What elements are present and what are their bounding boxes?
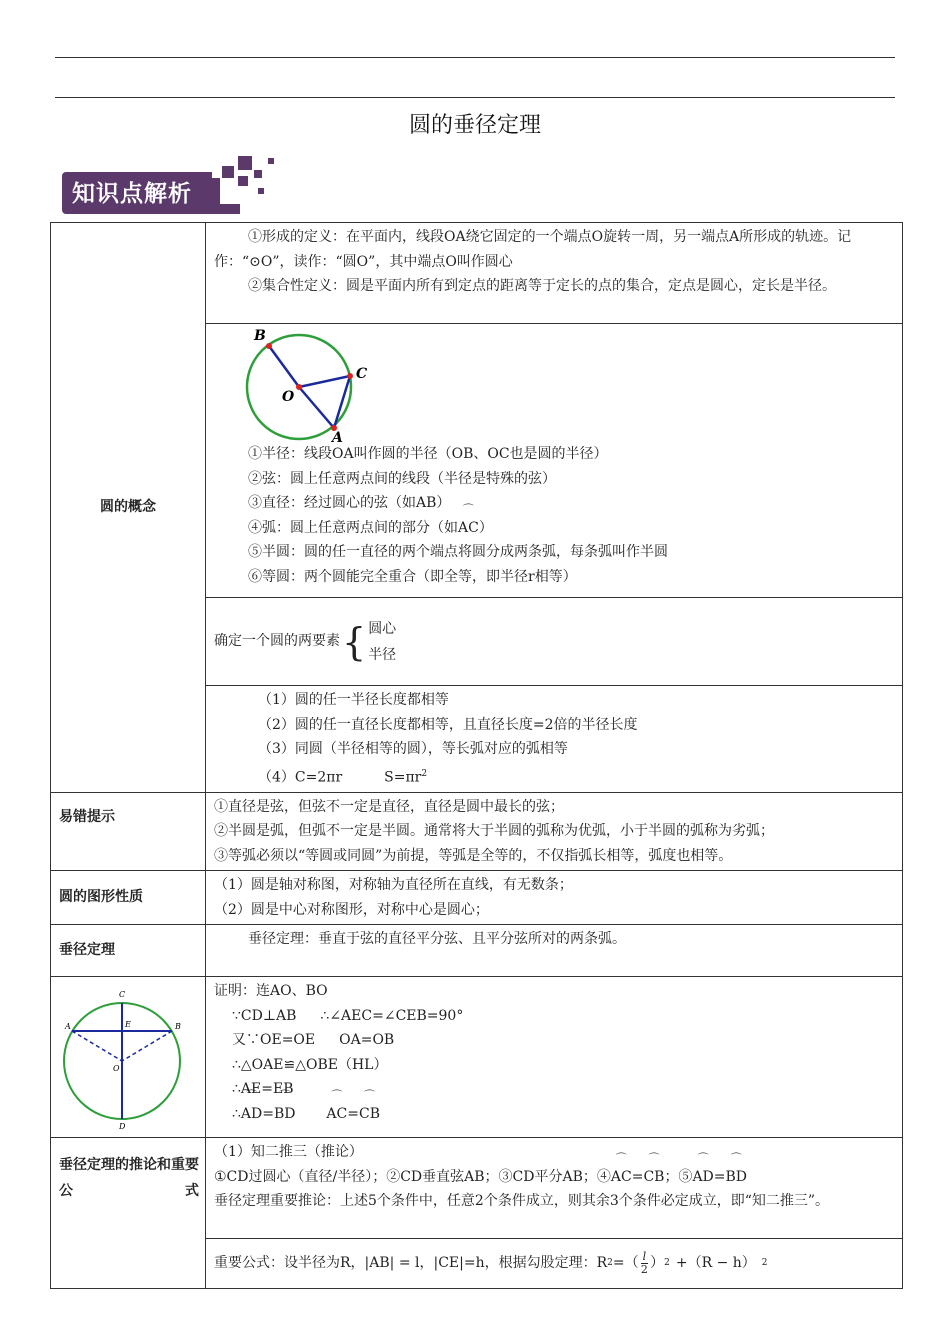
proof-row xyxy=(51,977,903,1138)
shape-row xyxy=(51,871,903,925)
radius-oa xyxy=(299,387,334,428)
segment-bo xyxy=(122,1031,172,1061)
segment-ao xyxy=(72,1031,122,1061)
banner-text: 知识点解析 xyxy=(72,181,192,207)
mistake-1: ①直径是弦，但弦不一定是直径，直径是圆中最长的弦； xyxy=(214,798,564,815)
top-rule-2 xyxy=(55,97,895,98)
formula-pre: 重要公式：设半径为R，|AB| = l，|CE|=h，根据勾股定理：R xyxy=(214,1255,608,1272)
formula-close: ） xyxy=(650,1255,665,1272)
shape-center: （2）圆是中心对称图形，对称中心是圆心； xyxy=(214,901,489,918)
formula-open: =（ xyxy=(612,1255,639,1272)
circle-figure xyxy=(244,326,394,442)
prop-2: （2）圆的任一直径长度都相等，且直径长度=2倍的半径长度 xyxy=(258,716,638,733)
banner-decor-icon xyxy=(258,188,264,194)
arc-cb: ⌒ CB xyxy=(643,1165,664,1190)
arc-ac: ⌒ AC xyxy=(611,1165,632,1190)
element-radius: 半径 xyxy=(368,646,397,663)
banner-decor-icon xyxy=(220,204,240,214)
term-arc-symbol: ⌒ AC xyxy=(458,516,479,541)
proof-line-5: ∴AE=EB xyxy=(232,1081,294,1098)
term-chord: ②弦：圆上任意两点间的线段（半径是特殊的弦） xyxy=(248,470,556,487)
top-rule-1 xyxy=(55,57,895,58)
proof-line-4: ∴△OAE≌△OBE（HL） xyxy=(232,1056,388,1073)
label-o: O xyxy=(113,1064,120,1074)
proof-line-3 xyxy=(214,1028,894,1053)
proof-line-3b: OA=OB xyxy=(339,1032,395,1049)
theorem-row xyxy=(51,925,903,977)
elements-list xyxy=(368,616,396,668)
corollary-row xyxy=(51,1138,903,1239)
term-diameter: ③直径：经过圆心的弦（如AB） xyxy=(248,495,451,511)
label-b: B xyxy=(175,1022,181,1032)
fraction-num: l xyxy=(642,1250,647,1264)
concept-head: 圆的概念 xyxy=(51,223,206,793)
mistake-2: ②半圆是弧，但弧不一定是半圆。通常将大于半圆的弧称为优弧，小于半圆的弧称为劣弧； xyxy=(214,823,774,840)
corollary-conditions: ①CD过圆心（直径/半径）；②CD垂直弦AB；③CD平分AB；④ xyxy=(214,1168,611,1185)
label-a: A xyxy=(65,1022,71,1032)
corollary-line-3: 垂径定理重要推论：上述5个条件中，任意2个条件成立，则其余3个条件必定成立，即“知二推三”。 xyxy=(214,1193,830,1210)
elements-label: 确定一个圆的两要素 xyxy=(214,633,340,650)
prop-1: （1）圆的任一半径长度都相等 xyxy=(258,692,449,708)
prop-4 xyxy=(214,762,894,790)
banner-decor-icon xyxy=(222,166,234,178)
concept-defs-row xyxy=(51,223,903,324)
arc-ac: ⌒ AC xyxy=(326,1102,347,1127)
shape-cell xyxy=(206,871,903,925)
eq-3: = xyxy=(631,1168,644,1185)
concept-elements-cell xyxy=(206,598,903,686)
mistake-3: ③等弧必须以“等圆或同圆”为前提，等弧是全等的，不仅指弧长相等，弧度也相等。 xyxy=(214,847,733,864)
section-banner xyxy=(62,160,302,220)
arc-ad: ⌒ AD xyxy=(692,1165,713,1190)
shape-axis: （1）圆是轴对称图，对称轴为直径所在直线，有无数条； xyxy=(214,877,573,894)
mistakes-row xyxy=(51,792,903,871)
prop-4-circumference: （4）C=2πr xyxy=(258,769,343,786)
brace-icon: { xyxy=(342,619,367,664)
formula-cell xyxy=(206,1239,903,1289)
def-formation: ①形成的定义：在平面内，线段OA绕它固定的一个端点O旋转一周，另一端点A所形成的轨迹。记作：“⊙O”，读作：“圆O”，其中端点O叫作圆心 xyxy=(214,229,852,270)
corollary-line-2 xyxy=(214,1165,894,1190)
radius-ob xyxy=(269,346,299,387)
fraction-den: 2 xyxy=(640,1263,648,1277)
concept-terms-cell xyxy=(206,324,903,598)
banner-decor-icon xyxy=(238,176,248,186)
proof-line-6 xyxy=(214,1102,894,1127)
document-title: 圆的垂径定理 xyxy=(408,113,541,138)
term-radius: ①半径：线段OA叫作圆的半径（OB、OC也是圆的半径） xyxy=(248,446,608,462)
formula-plus: +（R − h） xyxy=(675,1255,756,1272)
corollary-head-text: 垂径定理的推论和重要公式 xyxy=(59,1157,199,1200)
elements-brace-group xyxy=(214,616,894,668)
prop-3: （3）同圆（半径相等的圆），等长弧对应的弧相等 xyxy=(258,741,568,757)
label-a: A xyxy=(332,430,343,442)
theorem-text: 垂径定理：垂直于弦的直径平分弦、且平分弦所对的两条弧。 xyxy=(248,931,626,948)
term-semicircle: ⑤半圆：圆的任一直径的两个端点将圆分成两条弧，每条弧叫作半圆 xyxy=(248,544,668,560)
banner-decor-icon xyxy=(268,158,274,164)
proof-therefore: ∴ xyxy=(232,1105,241,1122)
point-c xyxy=(347,373,353,379)
prop-4-sup: 2 xyxy=(421,768,428,779)
theorem-cell xyxy=(206,925,903,977)
proof-figure-cell xyxy=(51,977,206,1138)
proof-line-1: 证明：连AO、BO xyxy=(214,983,328,1000)
theorem-head: 垂径定理 xyxy=(51,925,206,977)
prop-4-area: S=πr xyxy=(384,769,422,786)
term-arc xyxy=(214,516,894,541)
knowledge-table xyxy=(50,222,903,1289)
proof-cell xyxy=(206,977,903,1138)
banner-decor-icon xyxy=(238,156,252,170)
formula xyxy=(214,1251,894,1276)
concept-defs-cell xyxy=(206,223,903,324)
perpendicular-figure xyxy=(53,979,203,1131)
label-d: D xyxy=(119,1122,126,1132)
proof-line-2 xyxy=(214,1004,894,1029)
banner-decor-icon xyxy=(254,170,262,178)
term-arc-post: ） xyxy=(478,519,493,536)
label-o: O xyxy=(282,389,295,405)
proof-line-3a: 又∵OE=OE xyxy=(232,1032,316,1049)
element-center: 圆心 xyxy=(368,620,397,637)
eq-1: = xyxy=(262,1105,274,1122)
eq-2: = xyxy=(347,1105,359,1122)
formula-sup-2: 2 xyxy=(664,1258,670,1269)
corollary-cell xyxy=(206,1138,903,1239)
formula-sup-1: 2 xyxy=(607,1258,613,1269)
sep: ；⑤ xyxy=(664,1168,693,1185)
term-arc-pre: ④弧：圆上任意两点间的部分（如 xyxy=(248,519,458,536)
corollary-line-1: （1）知二推三（推论） xyxy=(214,1144,363,1161)
arc-ad: ⌒ AD xyxy=(241,1102,262,1127)
arc-cb: ⌒ CB xyxy=(359,1102,380,1127)
shape-head: 圆的图形性质 xyxy=(51,871,206,925)
point-o xyxy=(296,384,302,390)
corollary-head xyxy=(51,1138,206,1289)
eq-4: = xyxy=(713,1168,726,1185)
mistakes-cell xyxy=(206,792,903,871)
label-c: C xyxy=(119,990,126,1000)
proof-line-2b: ∴∠AEC=∠CEB=90° xyxy=(320,1007,464,1024)
formula-sup-3: 2 xyxy=(761,1258,768,1269)
label-e: E xyxy=(125,1020,131,1030)
arc-bd: ⌒ BD xyxy=(726,1165,748,1190)
proof-line-2a: ∵CD⊥AB xyxy=(232,1007,297,1024)
arc-bd: ⌒ BD xyxy=(274,1102,296,1127)
radius-oc xyxy=(299,376,350,387)
concept-props-cell xyxy=(206,686,903,793)
term-equal-circle: ⑥等圆：两个圆能完全重合（即全等，即半径r相等） xyxy=(248,568,577,585)
point-b xyxy=(266,343,272,349)
banner-decor-icon xyxy=(212,178,220,214)
label-b: B xyxy=(254,328,266,344)
mistakes-head: 易错提示 xyxy=(51,792,206,871)
label-c: C xyxy=(356,366,368,382)
def-set: ②集合性定义：圆是平面内所有到定点的距离等于定长的点的集合，定点是圆心，定长是半径。 xyxy=(248,278,836,294)
fraction xyxy=(641,1251,649,1276)
